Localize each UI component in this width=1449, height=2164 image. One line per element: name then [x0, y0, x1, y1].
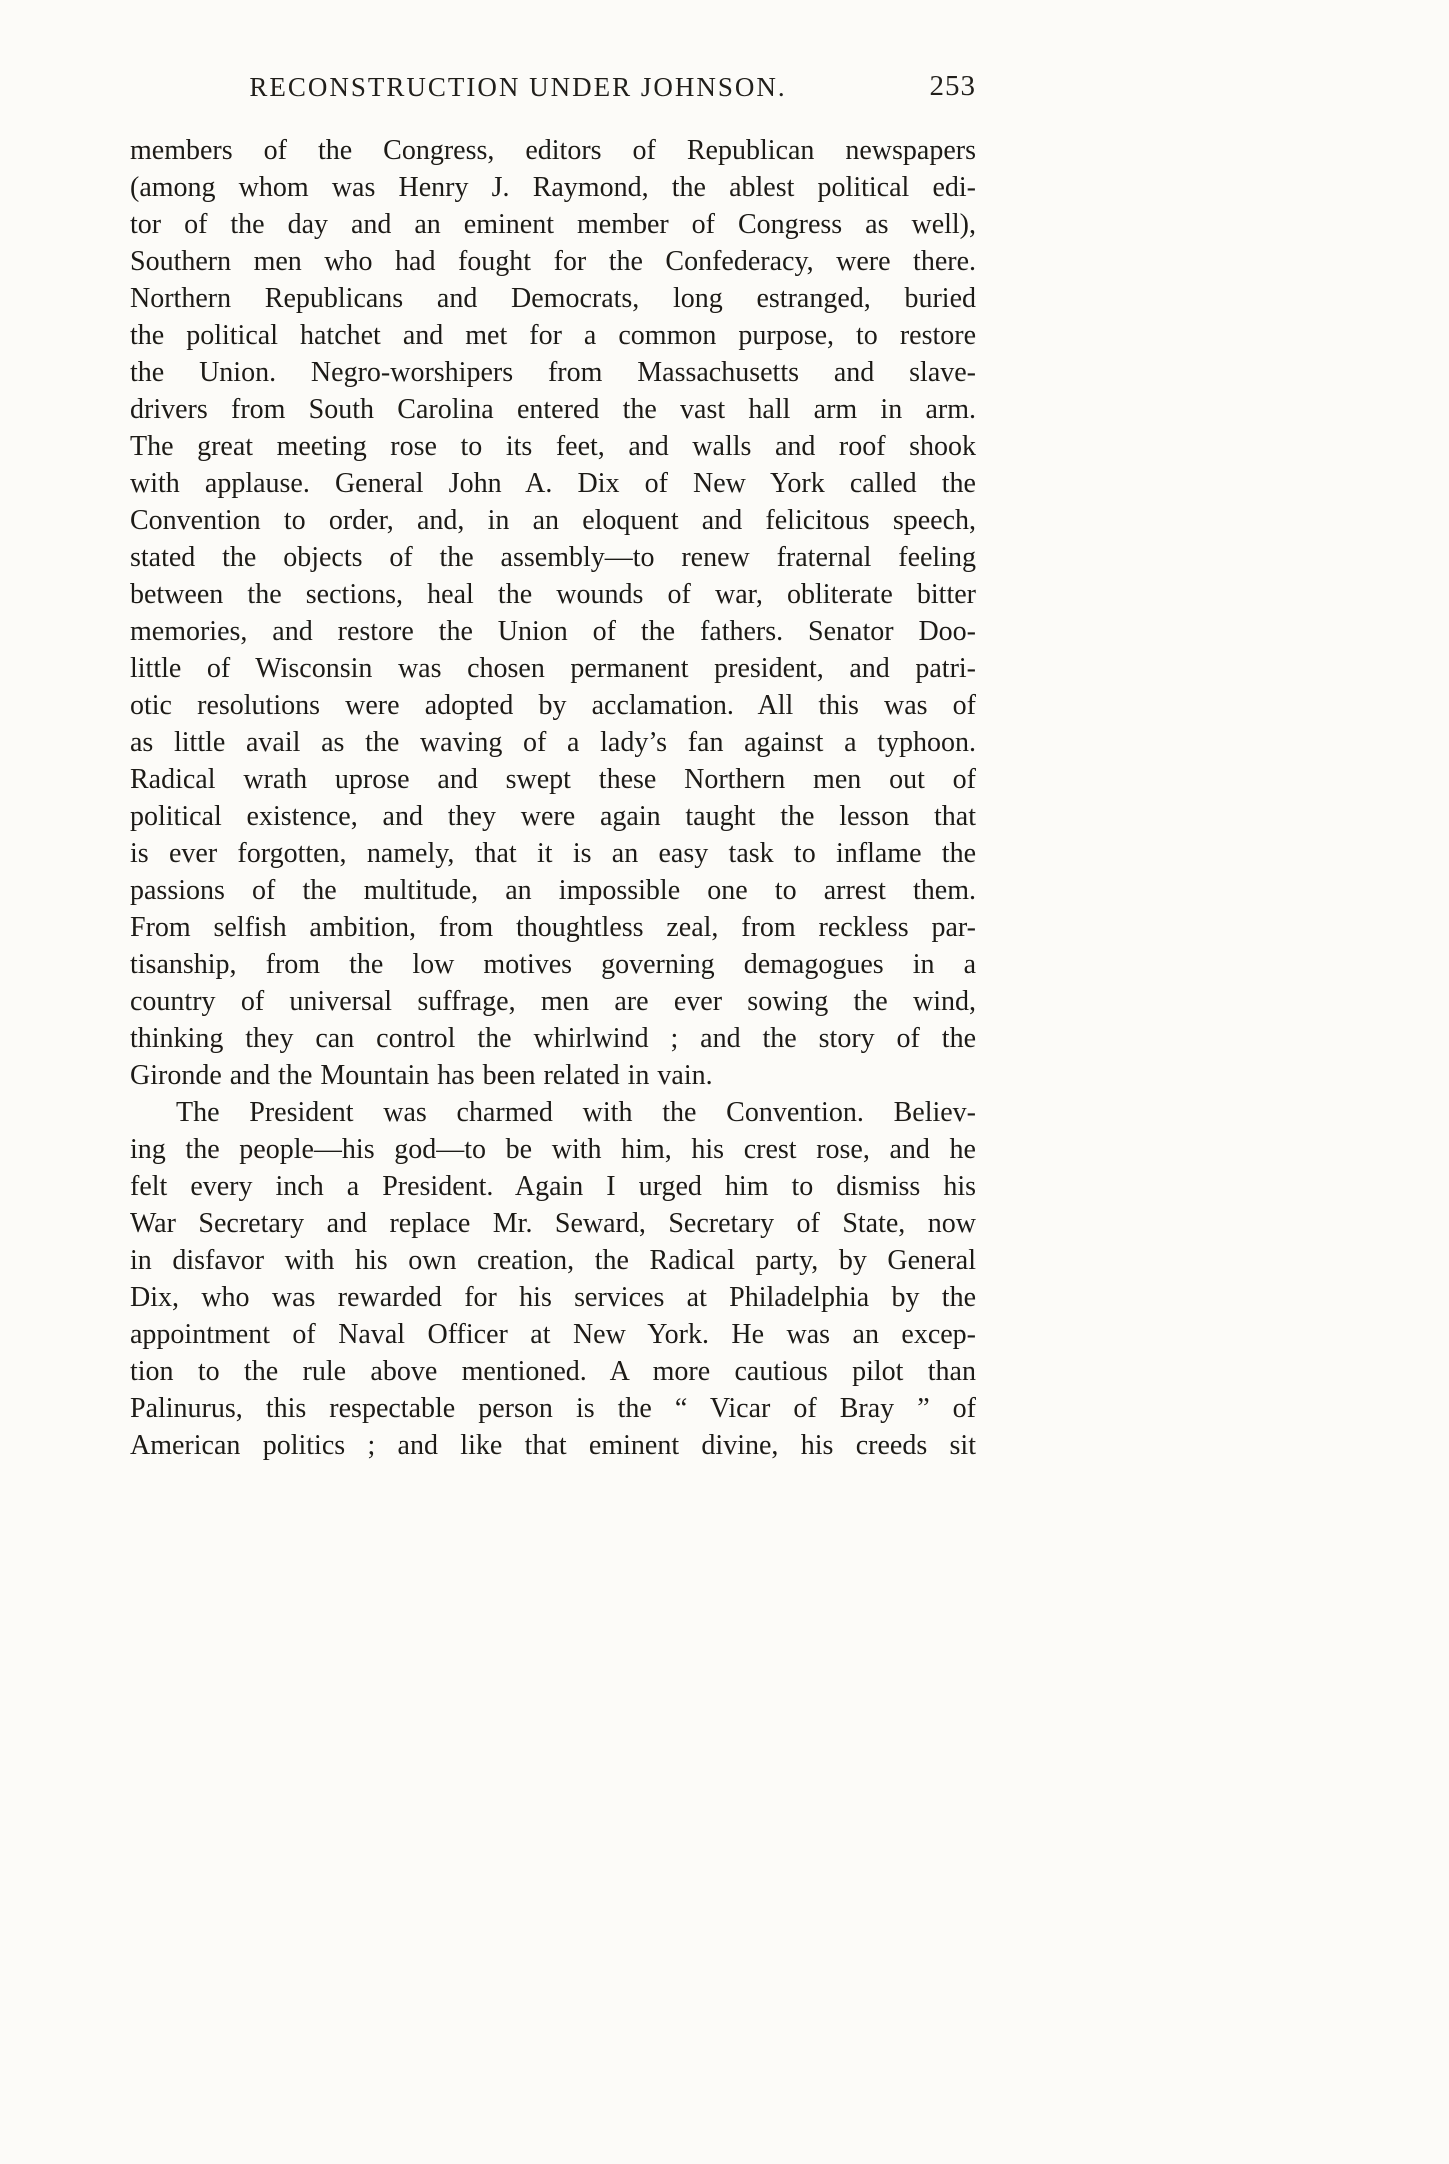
text-line: From selfish ambition, from thoughtless zeal, from reckless par-: [130, 912, 976, 943]
text-line: as little avail as the waving of a lady’s fan against a typhoon.: [130, 727, 976, 758]
text-line: Palinurus, this respectable person is the “ Vicar of Bray ” of: [130, 1393, 976, 1424]
page-body: [130, 132, 976, 1464]
text-line: The great meeting rose to its feet, and walls and roof shook: [130, 431, 976, 462]
text-line: appointment of Naval Officer at New York. He was an excep-: [130, 1319, 976, 1350]
text-line: thinking they can control the whirlwind ; and the story of the: [130, 1023, 976, 1054]
text-line: in disfavor with his own creation, the Radical party, by General: [130, 1245, 976, 1276]
text-line: drivers from South Carolina entered the vast hall arm in arm.: [130, 394, 976, 425]
text-line: passions of the multitude, an impossible one to arrest them.: [130, 875, 976, 906]
text-line: Convention to order, and, in an eloquent and felicitous speech,: [130, 505, 976, 536]
text-line: members of the Congress, editors of Republican newspapers: [130, 135, 976, 166]
text-line: country of universal suffrage, men are ever sowing the wind,: [130, 986, 976, 1017]
text-line: stated the objects of the assembly—to renew fraternal feeling: [130, 542, 976, 573]
text-line: with applause. General John A. Dix of New York called the: [130, 468, 976, 499]
text-line: is ever forgotten, namely, that it is an easy task to inflame the: [130, 838, 976, 869]
text-line: Gironde and the Mountain has been related in vain.: [130, 1060, 713, 1091]
text-line: Dix, who was rewarded for his services at Philadelphia by the: [130, 1282, 976, 1313]
page-number: 253: [929, 70, 976, 102]
text-line: Northern Republicans and Democrats, long estranged, buried: [130, 283, 976, 314]
text-line: memories, and restore the Union of the fathers. Senator Doo-: [130, 616, 976, 647]
text-line: the political hatchet and met for a common purpose, to restore: [130, 320, 976, 351]
text-line: felt every inch a President. Again I urged him to dismiss his: [130, 1171, 976, 1202]
text-line: The President was charmed with the Convention. Believ-: [176, 1097, 976, 1128]
text-line: tisanship, from the low motives governing demagogues in a: [130, 949, 976, 980]
running-header: [130, 72, 976, 112]
text-line: the Union. Negro-worshipers from Massachusetts and slave-: [130, 357, 976, 388]
text-line: political existence, and they were again taught the lesson that: [130, 801, 976, 832]
text-line: Radical wrath uprose and swept these Northern men out of: [130, 764, 976, 795]
text-line: tor of the day and an eminent member of Congress as well),: [130, 209, 976, 240]
text-line: (among whom was Henry J. Raymond, the ablest political edi-: [130, 172, 976, 203]
text-line: ing the people—his god—to be with him, his crest rose, and he: [130, 1134, 976, 1165]
text-line: tion to the rule above mentioned. A more cautious pilot than: [130, 1356, 976, 1387]
text-line: between the sections, heal the wounds of war, obliterate bitter: [130, 579, 976, 610]
running-title: RECONSTRUCTION UNDER JOHNSON.: [249, 72, 787, 102]
text-line: little of Wisconsin was chosen permanent president, and patri-: [130, 653, 976, 684]
text-line: Southern men who had fought for the Confederacy, were there.: [130, 246, 976, 277]
text-line: otic resolutions were adopted by acclamation. All this was of: [130, 690, 976, 721]
text-line: American politics ; and like that eminent divine, his creeds sit: [130, 1430, 976, 1461]
text-line: War Secretary and replace Mr. Seward, Secretary of State, now: [130, 1208, 976, 1239]
